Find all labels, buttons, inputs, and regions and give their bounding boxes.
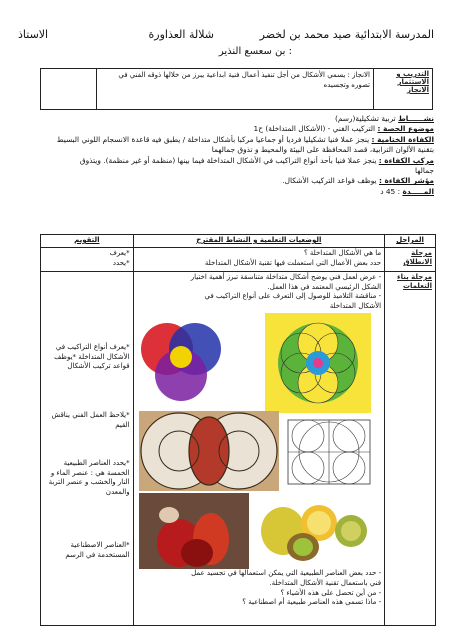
- activity-line: الأشكال المتداخلة: [329, 301, 382, 310]
- activity-line: حدد بعض الأعمال التي استعملت فيها تقنية الأشكال المتداخلة: [204, 258, 382, 267]
- intro-empty: [41, 69, 97, 110]
- indicator-label: مؤشر الكفاءة :: [378, 176, 434, 186]
- activity-line: - حدد بعض العناصر الطبيعية التي يمكن استعمالها في تجسيد عمل: [191, 569, 382, 578]
- arcs-line-figure: [287, 419, 371, 485]
- col-activities: الوضعيات التعلمية و النشاط المقترح: [133, 235, 384, 248]
- activity-line: الشكل الرئيسي المعتمد في هذا العمل.: [267, 282, 382, 291]
- eval-block: *العناصر الاصطناعية المستخدمة في الرسم: [65, 541, 130, 559]
- activity-label: نشــــــاط: [398, 114, 434, 123]
- eval-block: *يحدد العناصر الطبيعية الخمسة هي : عنصر الماء و النار والخشب و عنصر التربة والمعدن: [48, 459, 130, 496]
- flower-pattern-figure: [265, 313, 371, 413]
- intro-table: [40, 68, 433, 110]
- phase-start-activities: [133, 248, 384, 272]
- pears-photo: [139, 493, 249, 569]
- topic-label: موضوع الحصة :: [377, 124, 434, 134]
- eval-block: *يلاحظ العمل الفني يناقش القيم: [51, 411, 130, 429]
- page-header: [18, 28, 434, 44]
- teacher-label: الاستاذ: [18, 28, 49, 41]
- activity-line: فني باستعمال تقنية الأشكال المتداخلة.: [269, 578, 382, 587]
- activity-line: - ماذا تسمى هذه العناصر طبيعية أم اصطناعية ؟: [242, 598, 382, 607]
- component-value: ينجز عملا فنيا بأحد أنواع التراكيب في الأشكال المتداخلة فيما بينها (منظمة أو غير منظمة). ويتذوق: [79, 155, 377, 165]
- phase-start: مرحلة الانطلاق: [385, 248, 436, 272]
- competence-value-2: بتقنية الألوان الترابية، قصد المحافظة على البيئة والمحيط و تذوق جمالهما: [211, 145, 434, 155]
- duration-label: المـــــدة: [402, 186, 434, 196]
- painted-circles-figure: [139, 411, 279, 491]
- eval-line: *يحدد: [112, 258, 130, 267]
- phase-build: مرحلة بناء التعلمات: [385, 272, 436, 626]
- activity-line: - من أين تحصل على هذه الأشياء ؟: [280, 588, 382, 597]
- eval-block: *يعرف أنواع التراكيب في الأشكال المتداخلة *يوظف قواعد تركيب الأشكال: [54, 343, 130, 371]
- phase-build-activities: [133, 272, 384, 626]
- intro-label: التدريب و الاستثمار الانجاز: [374, 69, 433, 110]
- phase-build-eval: [41, 272, 134, 626]
- competence-label: الكفاءة الختامية :: [371, 134, 434, 144]
- figures-area: [137, 311, 381, 569]
- duration-value: : 45 د: [380, 186, 401, 196]
- series-name: شلالة العذاورة: [148, 28, 214, 41]
- overlapping-circles-figure: [137, 313, 235, 409]
- fruits-photo: [259, 493, 371, 563]
- col-evaluation: التقويم: [41, 235, 134, 248]
- activity-line: - مناقشة التلاميذ للوصول إلى التعرف على أنواع التراكيب في: [204, 292, 382, 301]
- lesson-table: [40, 234, 436, 626]
- competence-value: ينجز عملا فنيا تشكيليا فرديا أو جماعيا مركبا بأشكال متداخلة / يطبق فيه قاعدة الانسجام اللوني البسيط: [56, 134, 370, 144]
- component-label: مركب الكفاءة :: [378, 155, 434, 165]
- school-name: المدرسة الابتدائية صيد محمد بن لخضر: [259, 28, 434, 41]
- col-phase: المراحل: [385, 235, 436, 248]
- lesson-meta: [14, 114, 434, 197]
- activity-value: تربية تشكيلية(رسم): [334, 114, 396, 123]
- indicator-value: يوظف قواعد التركيب الأشكال.: [282, 176, 377, 186]
- teacher-name: : بن سعسع النذير: [218, 46, 292, 57]
- activity-line: ما هي الأشكال المتداخلة ؟: [303, 249, 382, 257]
- activity-line: - عرض لعمل فني يوضح أشكال متداخلة متناسقة تبرز أهمية اختيار: [190, 273, 382, 281]
- topic-value: التركيب الفني - (الأشكال المتداخلة) ح1: [253, 124, 376, 134]
- intro-text: الانجاز : يسمي الأشكال من أجل تنفيذ أعمال فنية ابداعية يبرز من خلالها ذوقه الفني في تصوره وتجسيده: [97, 69, 374, 110]
- phase-start-eval: [41, 248, 134, 272]
- eval-line: *يعرف: [109, 249, 130, 257]
- component-value-2: جمالها: [414, 166, 434, 176]
